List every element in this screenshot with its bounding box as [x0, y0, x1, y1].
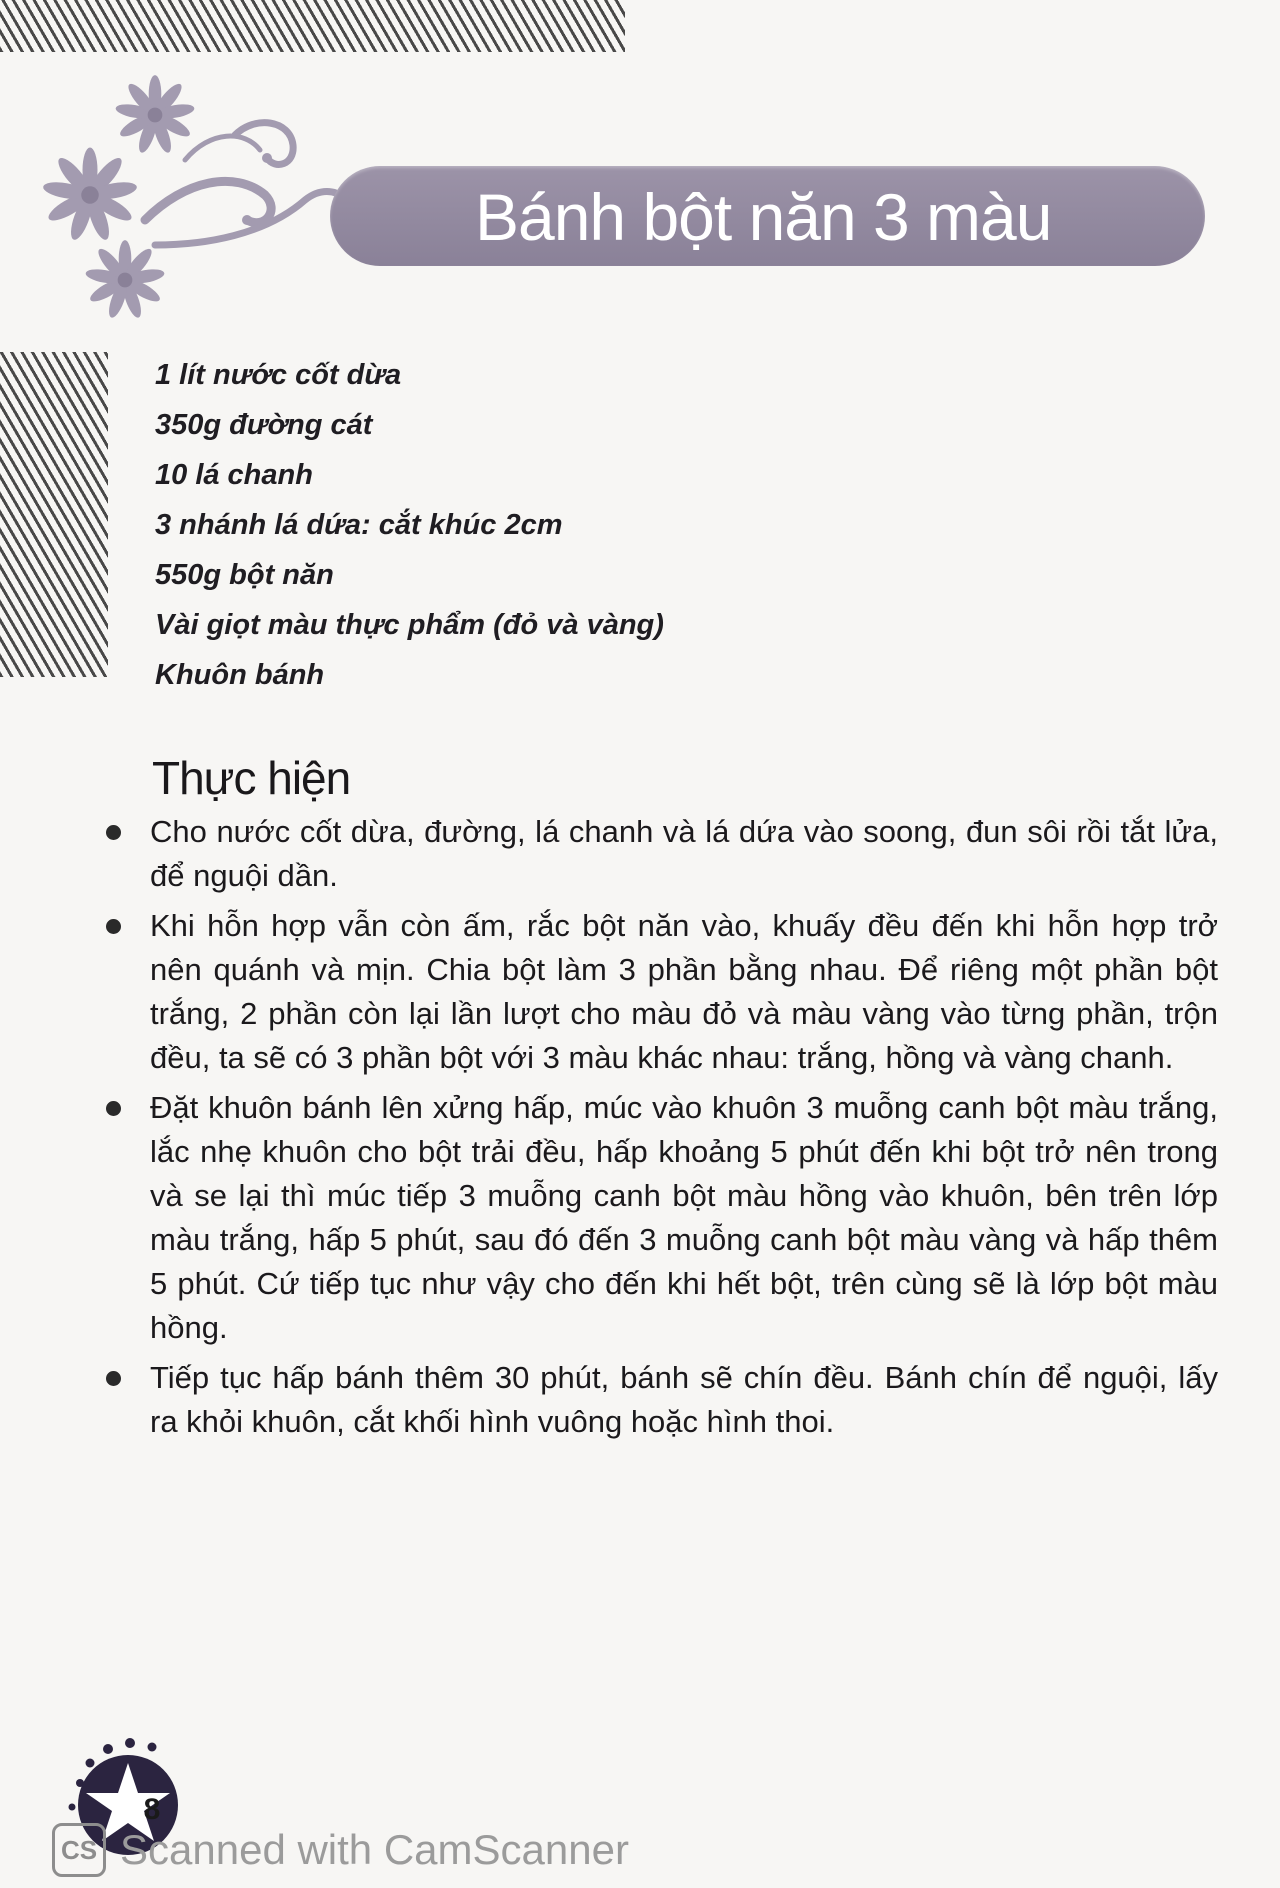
ingredient-item: 1 lít nước cốt dừa: [155, 359, 402, 391]
scanner-watermark: [52, 1820, 629, 1880]
watermark-text: Scanned with CamScanner: [120, 1826, 629, 1873]
bullet-dot-icon: [106, 919, 121, 934]
step-text: Cho nước cốt dừa, đường, lá chanh và lá dứa vào soong, đun sôi rồi tắt lửa, để nguội dần.: [150, 814, 1218, 893]
step-item: [103, 810, 1218, 898]
ingredient-item: 350g đường cát: [155, 409, 373, 441]
step-text: Khi hỗn hợp vẫn còn ấm, rắc bột năn vào, khuấy đều đến khi hỗn hợp trở nên quánh và mịn. Chia bột làm 3 phần bằng nhau. Để riêng một phần bột trắng, 2 phần còn lại lần lượt cho màu đỏ và màu vàng vào từng phần, trộn đều, ta sẽ có 3 phần bột với 3 màu khác nhau: trắng, hồng và vàng chanh.: [150, 908, 1218, 1075]
recipe-title: Bánh bột năn 3 màu: [475, 180, 1052, 254]
step-item: [103, 1356, 1218, 1444]
ingredient-item: 3 nhánh lá dứa: cắt khúc 2cm: [155, 509, 563, 541]
ingredient-list: [155, 350, 855, 700]
bullet-dot-icon: [106, 1371, 121, 1386]
ingredient-item: 550g bột năn: [155, 559, 334, 591]
hatch-decoration-top: [0, 0, 625, 52]
ingredient-item: Khuôn bánh: [155, 659, 325, 691]
step-item: [103, 1086, 1218, 1350]
step-text: Đặt khuôn bánh lên xửng hấp, múc vào khuôn 3 muỗng canh bột màu trắng, lắc nhẹ khuôn cho bột trải đều, hấp khoảng 5 phút đến khi bột trở nên trong và se lại thì múc tiếp 3 muỗng canh bột màu hồng vào khuôn, bên trên lớp màu trắng, hấp 5 phút, sau đó đến 3 muỗng canh bột màu vàng và hấp thêm 5 phút. Cứ tiếp tục như vậy cho đến khi hết bột, trên cùng sẽ là lớp bột màu hồng.: [150, 1090, 1218, 1345]
hatch-decoration-left: [0, 352, 108, 677]
ingredient-item: 10 lá chanh: [155, 459, 313, 491]
flower-ornament-icon: [35, 70, 365, 320]
page-number: 8: [143, 1793, 161, 1826]
bullet-dot-icon: [106, 825, 121, 840]
ingredient-item: Vài giọt màu thực phẩm (đỏ và vàng): [155, 609, 664, 641]
step-item: [103, 904, 1218, 1080]
step-list: [103, 810, 1218, 1450]
camscanner-logo-icon: CS: [52, 1823, 106, 1877]
step-text: Tiếp tục hấp bánh thêm 30 phút, bánh sẽ chín đều. Bánh chín để nguội, lấy ra khỏi khuôn, cắt khối hình vuông hoặc hình thoi.: [150, 1360, 1218, 1439]
bullet-dot-icon: [106, 1101, 121, 1116]
section-heading: Thực hiện: [152, 752, 351, 804]
